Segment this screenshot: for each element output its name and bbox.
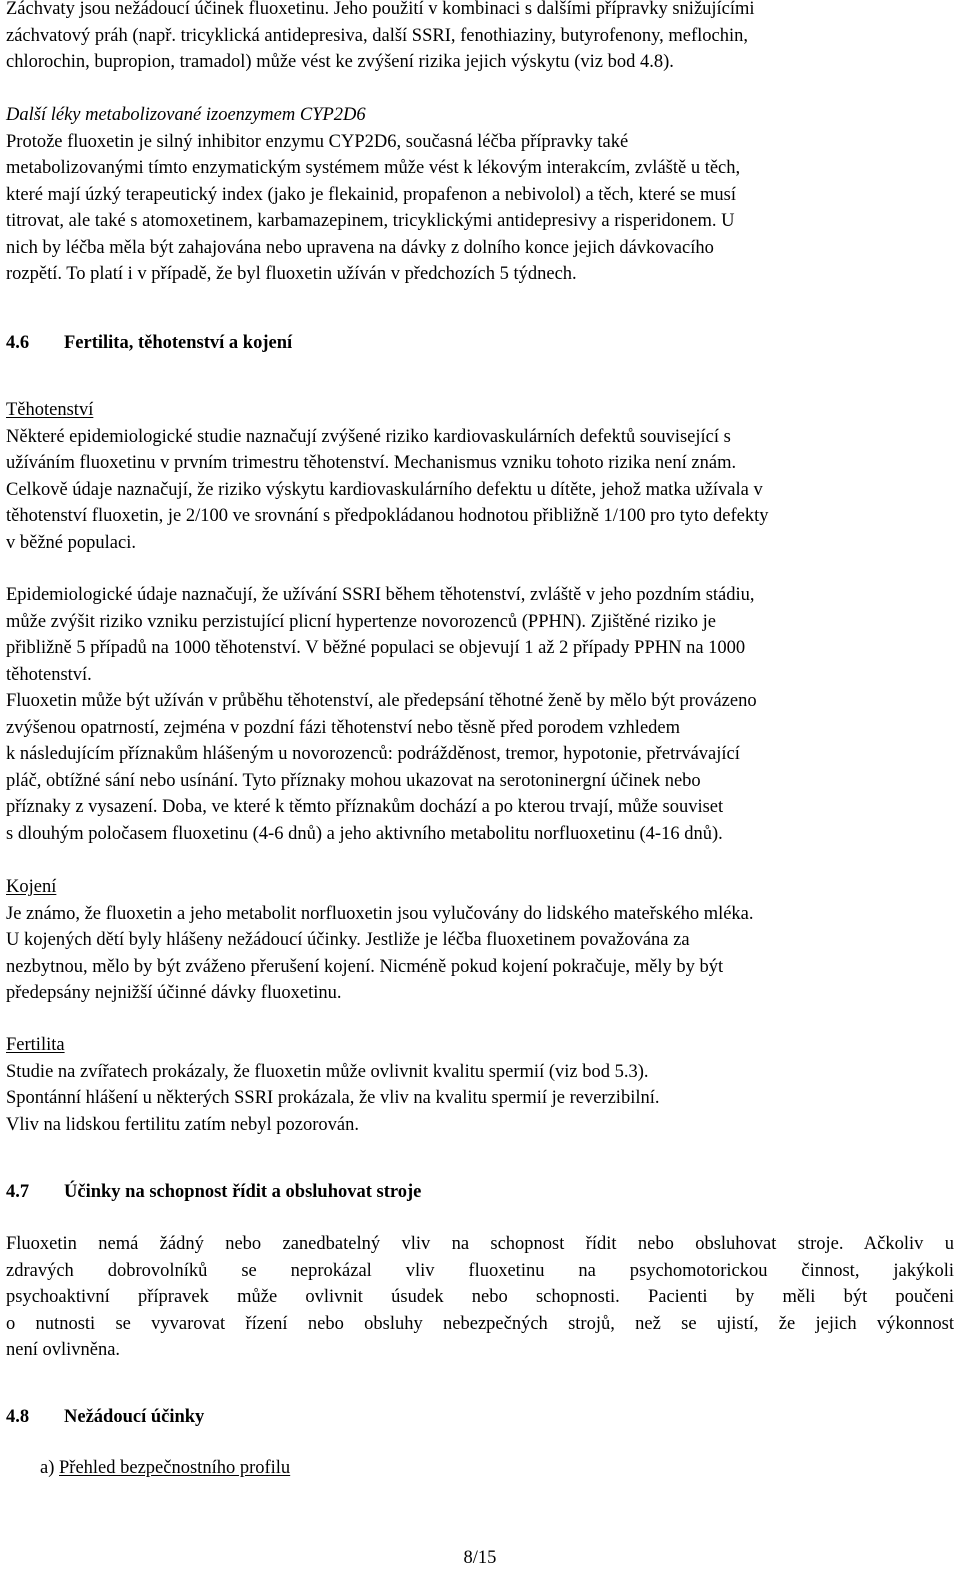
subsection-label: a): [40, 1458, 55, 1478]
section-number: 4.8: [6, 1407, 30, 1427]
text-line: k následujícím příznakům hlášeným u novorozenců: podrážděnost, tremor, hypotonie, přetrvávající: [6, 744, 740, 764]
text-line: pláč, obtížné sání nebo usínání. Tyto příznaky mohou ukazovat na serotoninergní účinek nebo: [6, 770, 701, 791]
cyp2d6-heading: Další léky metabolizované izoenzymem CYP2D6: [6, 105, 366, 125]
text-line: které mají úzký terapeutický index (jako je flekainid, propafenon a nebivolol) a těch, které se musí: [6, 184, 736, 205]
page-number: 8/15: [463, 1548, 497, 1568]
text-line: Některé epidemiologické studie naznačují zvýšené riziko kardiovaskulárních defektů související s: [6, 426, 731, 447]
text-line: užíváním fluoxetinu v prvním trimestru těhotenství. Mechanismus vzniku tohoto rizika není znám.: [6, 453, 737, 473]
section-number: 4.7: [6, 1182, 30, 1202]
text-line: U kojených dětí byly hlášeny nežádoucí účinky. Jestliže je léčba fluoxetinem považována za: [6, 930, 690, 950]
text-line: chlorochin, bupropion, tramadol) může vést ke zvýšení rizika jejich výskytu (viz bod 4.8).: [6, 52, 674, 72]
section-heading-4-7: [6, 1179, 954, 1206]
fertility-heading: Fertilita: [6, 1035, 65, 1055]
pregnancy-paragraph-2: [6, 582, 954, 847]
section-number: 4.6: [6, 333, 30, 353]
text-line: Epidemiologické údaje naznačují, že užívání SSRI během těhotenství, zvláště v jeho pozdním stádiu,: [6, 585, 755, 605]
subsection-a: [40, 1455, 940, 1482]
intro-paragraph: [6, 0, 954, 76]
text-line: Fluoxetin nemá žádný nebo zanedbatelný vliv na schopnost řídit nebo obsluhovat stroje. Ačkoliv u: [6, 1234, 954, 1254]
section-title: Nežádoucí účinky: [64, 1407, 205, 1427]
text-line: zvýšenou opatrností, zejména v pozdní fázi těhotenství nebo těsně před porodem vzhledem: [6, 717, 681, 738]
text-line: nezbytnou, mělo by být zváženo přerušení kojení. Nicméně pokud kojení pokračuje, měly by být: [6, 956, 724, 977]
section-heading-4-8: [6, 1404, 954, 1431]
section-heading-4-6: [6, 330, 954, 357]
text-line: předepsány nejnižší účinné dávky fluoxetinu.: [6, 983, 342, 1003]
section-title: Účinky na schopnost řídit a obsluhovat stroje: [64, 1182, 422, 1202]
text-line: Vliv na lidskou fertilitu zatím nebyl pozorován.: [6, 1114, 359, 1135]
text-line: v běžné populaci.: [6, 532, 136, 553]
text-line: Fluoxetin může být užíván v průběhu těhotenství, ale předepsání těhotné ženě by mělo být provázeno: [6, 691, 757, 711]
text-line: Záchvaty jsou nežádoucí účinek fluoxetinu. Jeho použití v kombinaci s dalšími přípravky snižujícími: [6, 0, 755, 19]
text-line: titrovat, ale také s atomoxetinem, karbamazepinem, tricyklickými antidepresivy a risperidonem. U: [6, 211, 735, 231]
pregnancy-heading: Těhotenství: [6, 400, 94, 420]
text-line: s dlouhým poločasem fluoxetinu (4-6 dnů) a jeho aktivního metabolitu norfluoxetinu (4-16 dnů).: [6, 823, 723, 844]
text-line: není ovlivněna.: [6, 1340, 121, 1360]
text-line: o nutnosti se vyvarovat řízení nebo obsluhy nebezpečných strojů, než se ujistí, že jejich výkonnost: [6, 1313, 954, 1334]
text-line: metabolizovanými tímto enzymatickým systémem může vést k lékovým interakcím, zvláště u těch,: [6, 158, 741, 178]
text-line: přibližně 5 případů na 1000 těhotenství. V běžné populaci se objevují 1 až 2 případy PPHN na 1000: [6, 638, 746, 658]
fertility-paragraph: [6, 1032, 954, 1138]
text-line: Protože fluoxetin je silný inhibitor enzymu CYP2D6, současná léčba přípravky také: [6, 131, 629, 152]
breastfeeding-heading: Kojení: [6, 877, 57, 897]
driving-paragraph: [6, 1231, 954, 1364]
text-line: může zvýšit riziko vzniku perzistující plicní hypertenze novorozenců (PPHN). Zjištěné riziko je: [6, 611, 716, 632]
text-line: záchvatový práh (např. tricyklická antidepresiva, další SSRI, fenothiaziny, butyrofenony, meflochin,: [6, 25, 748, 46]
text-line: Celkově údaje naznačují, že riziko výskytu kardiovaskulárního defektu u dítěte, jehož matka užívala v: [6, 479, 763, 500]
text-line: příznaky z vysazení. Doba, ve které k těmto příznakům dochází a po kterou trvají, může souviset: [6, 797, 724, 817]
cyp2d6-paragraph: [6, 102, 954, 288]
text-line: těhotenství.: [6, 664, 92, 685]
text-line: psychoaktivní přípravek může ovlivnit úsudek nebo schopnosti. Pacienti by měli být poučeni: [6, 1287, 954, 1307]
pregnancy-paragraph-1: [6, 397, 954, 556]
subsection-title: Přehled bezpečnostního profilu: [59, 1458, 291, 1478]
text-line: nich by léčba měla být zahajována nebo upravena na dávky z dolního konce jejich dávkovacího: [6, 237, 714, 258]
text-line: Spontánní hlášení u některých SSRI prokázala, že vliv na kvalitu spermií je reverzibilní.: [6, 1088, 660, 1108]
text-line: těhotenství fluoxetin, je 2/100 ve srovnání s předpokládanou hodnotou přibližně 1/100 pro tyto defekty: [6, 506, 769, 526]
breastfeeding-paragraph: [6, 874, 954, 1007]
text-line: Studie na zvířatech prokázaly, že fluoxetin může ovlivnit kvalitu spermií (viz bod 5.3).: [6, 1061, 649, 1082]
text-line: zdravých dobrovolníků se neprokázal vliv fluoxetinu na psychomotorickou činnost, jakýkoli: [6, 1260, 954, 1281]
section-title: Fertilita, těhotenství a kojení: [64, 333, 293, 353]
text-line: Je známo, že fluoxetin a jeho metabolit norfluoxetin jsou vylučovány do lidského mateřského mléka.: [6, 903, 754, 924]
text-line: rozpětí. To platí i v případě, že byl fluoxetin užíván v předchozích 5 týdnech.: [6, 264, 577, 284]
